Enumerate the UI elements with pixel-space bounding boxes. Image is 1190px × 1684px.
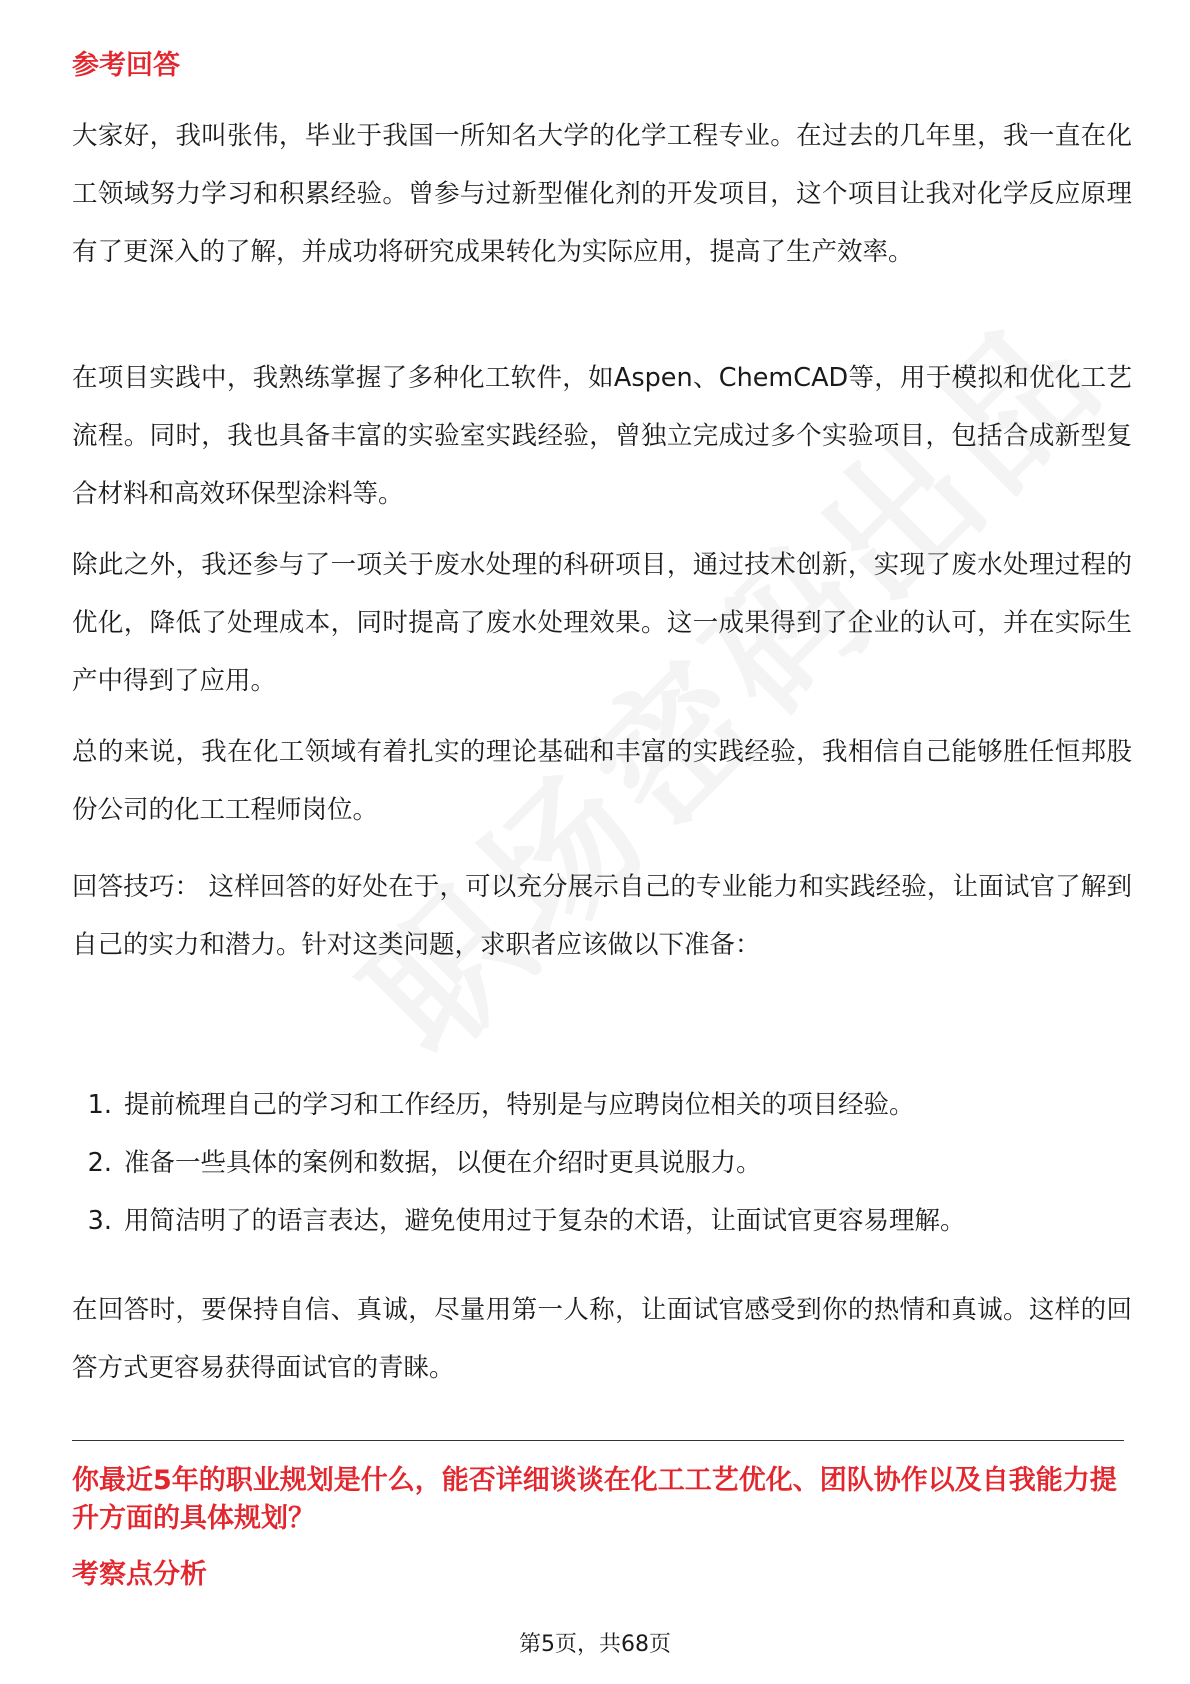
paragraph-intro: 大家好，我叫张伟，毕业于我国一所知名大学的化学工程专业。在过去的几年里，我一直在化工领域努力学习和积累经验。曾参与过新型催化剂的开发项目，这个项目让我对化学反应原理有了更深入的了解，并成功将研究成果转化为实际应用，提高了生产效率。 [72, 121, 1132, 267]
page-number-footer: 第5页，共68页 [519, 1632, 671, 1657]
paragraph-answer-tips: 回答技巧： 这样回答的好处在于，可以充分展示自己的专业能力和实践经验，让面试官了解到自己的实力和潜力。针对这类问题，求职者应该做以下准备： [72, 872, 1132, 960]
list-item-text: 用简洁明了的语言表达，避免使用过于复杂的术语，让面试官更容易理解。 [124, 1206, 966, 1236]
list-item [72, 1134, 1132, 1192]
list-item [72, 1076, 1132, 1134]
list-item-text: 提前梳理自己的学习和工作经历，特别是与应聘岗位相关的项目经验。 [124, 1090, 915, 1120]
section-heading-analysis: 考察点分析 [72, 1559, 207, 1590]
paragraph-closing: 在回答时，要保持自信、真诚，尽量用第一人称，让面试官感受到你的热情和真诚。这样的回答方式更容易获得面试官的青睐。 [72, 1295, 1132, 1383]
list-item [72, 1192, 1132, 1250]
list-item-number: 3. [87, 1206, 112, 1236]
preparation-tips-list [72, 1076, 1132, 1250]
section-heading-reference-answer: 参考回答 [72, 50, 180, 81]
list-item-number: 2. [87, 1148, 112, 1178]
paragraph-summary: 总的来说，我在化工领域有着扎实的理论基础和丰富的实践经验，我相信自己能够胜任恒邦股份公司的化工工程师岗位。 [72, 737, 1132, 825]
section-divider [72, 1440, 1124, 1441]
list-item-text: 准备一些具体的案例和数据，以便在介绍时更具说服力。 [124, 1148, 762, 1178]
list-item-number: 1. [87, 1090, 112, 1120]
paragraph-project-practice: 在项目实践中，我熟练掌握了多种化工软件，如Aspen、ChemCAD等，用于模拟和优化工艺流程。同时，我也具备丰富的实验室实践经验，曾独立完成过多个实验项目，包括合成新型复合材料和高效环保型涂料等。 [72, 363, 1132, 509]
paragraph-wastewater-project: 除此之外，我还参与了一项关于废水处理的科研项目，通过技术创新，实现了废水处理过程的优化，降低了处理成本，同时提高了废水处理效果。这一成果得到了企业的认可，并在实际生产中得到了应用。 [72, 550, 1132, 696]
next-interview-question: 你最近5年的职业规划是什么，能否详细谈谈在化工工艺优化、团队协作以及自我能力提升方面的具体规划？ [72, 1465, 1117, 1534]
